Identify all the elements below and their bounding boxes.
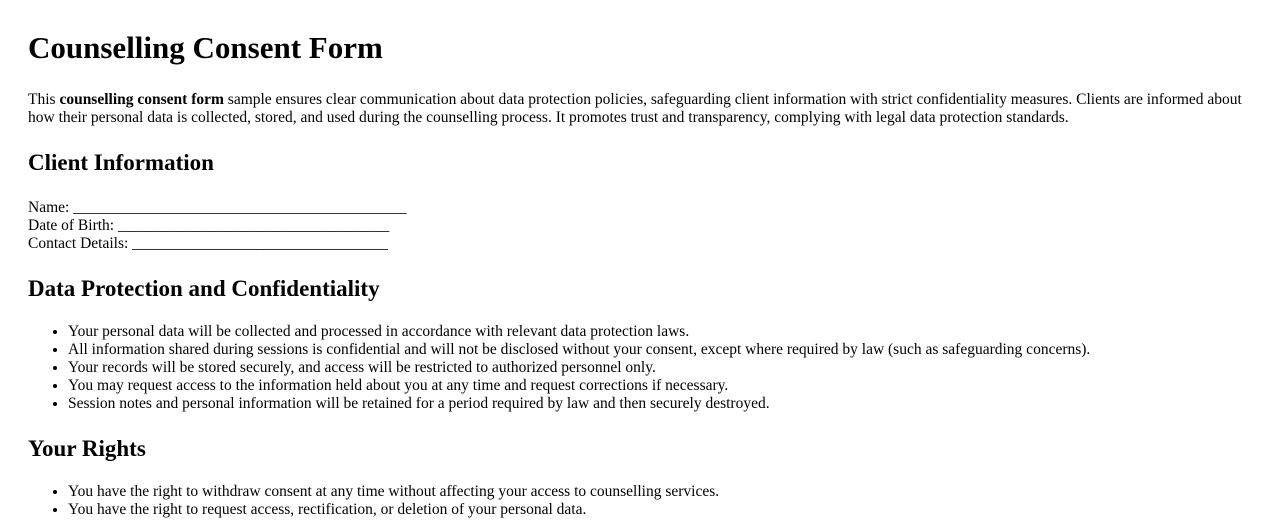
intro-suffix: sample ensures clear communication about data protection policies, safeguarding client information with strict confidentiality measures. Clients are informed about how their personal data is collected, stored, and used during the counselling process. It promotes trust and transparency, complying with legal data protection standards. (28, 91, 1242, 126)
page-title: Counselling Consent Form (28, 30, 383, 65)
client-info-fields (28, 199, 1258, 253)
field-label: Date of Birth: (28, 217, 118, 234)
data-protection-list (28, 323, 1258, 413)
list-item: • You have the right to withdraw consent at any time without affecting your access to counselling services. (68, 483, 1258, 501)
intro-paragraph (28, 91, 1258, 127)
document (0, 30, 1278, 519)
contact-field (28, 235, 1258, 253)
client-info-heading: Client Information (28, 150, 214, 175)
field-label: Contact Details: (28, 235, 133, 252)
field-label: Name: (28, 199, 74, 216)
dob-field (28, 217, 1258, 235)
rights-list (28, 483, 1258, 519)
field-blank: _________________________________ (132, 235, 388, 252)
list-item: • You have the right to request access, rectification, or deletion of your personal data. (68, 501, 1258, 519)
list-item: • Session notes and personal information will be retained for a period required by law and then securely destroyed. (68, 395, 1258, 413)
intro-bold: counselling consent form (59, 91, 224, 108)
intro-prefix: This (28, 91, 60, 108)
list-item: • All information shared during sessions is confidential and will not be disclosed without your consent, except where required by law (such as safeguarding concerns). (68, 341, 1258, 359)
rights-heading: Your Rights (28, 436, 146, 461)
data-protection-heading: Data Protection and Confidentiality (28, 276, 380, 301)
list-item: • You may request access to the information held about you at any time and request corrections if necessary. (68, 377, 1258, 395)
name-field (28, 199, 1258, 217)
list-item: • Your records will be stored securely, and access will be restricted to authorized personnel only. (68, 359, 1258, 377)
list-item: • Your personal data will be collected and processed in accordance with relevant data protection laws. (68, 323, 1258, 341)
field-blank: ___________________________________________ (73, 199, 407, 216)
field-blank: ___________________________________ (117, 217, 390, 234)
